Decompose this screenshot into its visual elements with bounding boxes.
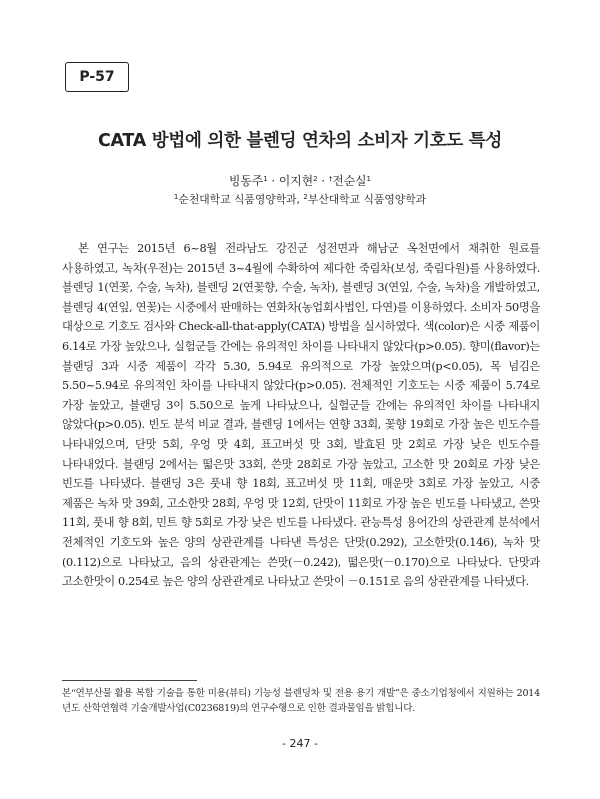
paper-title: CATA 방법에 의한 블렌딩 연차의 소비자 기호도 특성: [98, 131, 502, 151]
page-number: - 247 -: [282, 737, 318, 750]
affiliation-mark: 1: [173, 193, 179, 201]
author-name: [279, 174, 318, 188]
author-name: [229, 174, 268, 188]
author-separator: ·: [267, 174, 279, 188]
corresponding-author-mark: †: [328, 175, 333, 183]
author-list: [0, 172, 600, 189]
poster-number-badge: P-57: [65, 62, 129, 92]
author-separator: ·: [317, 174, 329, 188]
abstract-paragraph: 본 연구는 2015년 6~8월 전라남도 강진군 성전면과 해남군 옥천면에서 채취한 원료를 사용하였고, 녹차(우전)는 2015년 3~4월에 수확하여 제다한 죽림차(보성, 죽림다원)를 사용하였다. 블렌딩 1(연꽃, 수술, 녹차), 블렌딩 2(연꽃향, 수술, 녹차), 블렌딩 3(연잎, 수술, 녹차)을 개발하였고, 블렌딩 4(연잎, 연꽃)는 시중에서 판매하는 연화차(농업회사법인, 다연)를 이용하였다. 소비자 50명을 대상으로 기호도 검사와 Check-all-that-apply(CATA) 방법을 실시하였다. 색(color)은 시중 제품이 6.14로 가장 높았으나, 실험군들 간에는 유의적인 차이를 나타내지 않았다(p>0.05). 향미(flavor)는 블랜딩 3과 시중 제품이 각각 5.30, 5.94로 유의적으로 가장 높았으며(p<0.05), 목 넘김은 5.50~5.94로 유의적인 차이를 나타내지 않았다(p>0.05). 전체적인 기호도는 시중 제품이 5.74로 가장 높았고, 블랜딩 3이 5.50으로 높게 나타났으나, 실험군들 간에는 유의적인 차이를 나타내지 않았다(p>0.05). 빈도 분석 비교 결과, 블렌딩 1에서는 연향 33회, 꽃향 19회로 가장 높은 빈도수를 나타내었으며, 단맛 5회, 우엉 맛 4회, 표고버섯 맛 3회, 발효된 맛 2회로 가장 낮은 빈도수를 나타내었다. 블랜딩 2에서는 떫은맛 33회, 쓴맛 28회로 가장 높았고, 고소한 맛 20회로 가장 낮은 빈도를 나타냈다. 블랜딩 3은 풋내 향 18회, 표고버섯 맛 11회, 매운맛 3회로 가장 높았고, 시중 제품은 녹차 맛 39회, 고소한맛 28회, 우엉 맛 12회, 단맛이 11회로 가장 높은 빈도를 나타냈고, 쓴맛 11회, 풋내 향 8회, 민트 향 5회로 가장 낮은 빈도를 나타냈다. 관능특성 용어간의 상관관계 분석에서 전체적인 기호도와 높은 양의 상관관계를 나타낸 특성은 단맛(0.292), 고소한맛(0.146), 녹차 맛(0.112)으로 나타났고, 음의 상관관계는 쓴맛(－0.242), 떫은맛(－0.170)으로 나타났다. 단맛과 고소한맛이 0.254로 높은 양의 상관관계로 나타났고 쓴맛이 －0.151로 음의 상관관계를 나타냈다.: [62, 242, 540, 589]
author-name: [329, 174, 371, 188]
author-name-text: 이지현: [278, 174, 314, 188]
author-name-text: 전순실: [332, 174, 367, 188]
affiliation-mark: 2: [303, 193, 308, 201]
author-affiliation-mark: 1: [366, 175, 371, 183]
author-name-text: 빙동주: [228, 174, 264, 188]
affiliations: [0, 192, 600, 207]
author-affiliation-mark: 2: [313, 175, 318, 183]
affiliation-text: 부산대학교 식품영양학과: [307, 193, 427, 206]
funding-footnote: 본“연부산물 활용 복합 기술을 통한 미용(뷰티) 기능성 블렌딩차 및 전용 용기 개발”은 중소기업청에서 지원하는 2014년도 산학연협력 기술개발사업(C0236819)의 연구수행으로 인한 결과물임을 밝힙니다.: [62, 688, 540, 714]
author-affiliation-mark: 1: [263, 175, 268, 183]
affiliation-text: 순천대학교 식품영양학과,: [178, 193, 304, 206]
abstract-body: [62, 239, 540, 592]
footnote-divider: [62, 680, 197, 681]
